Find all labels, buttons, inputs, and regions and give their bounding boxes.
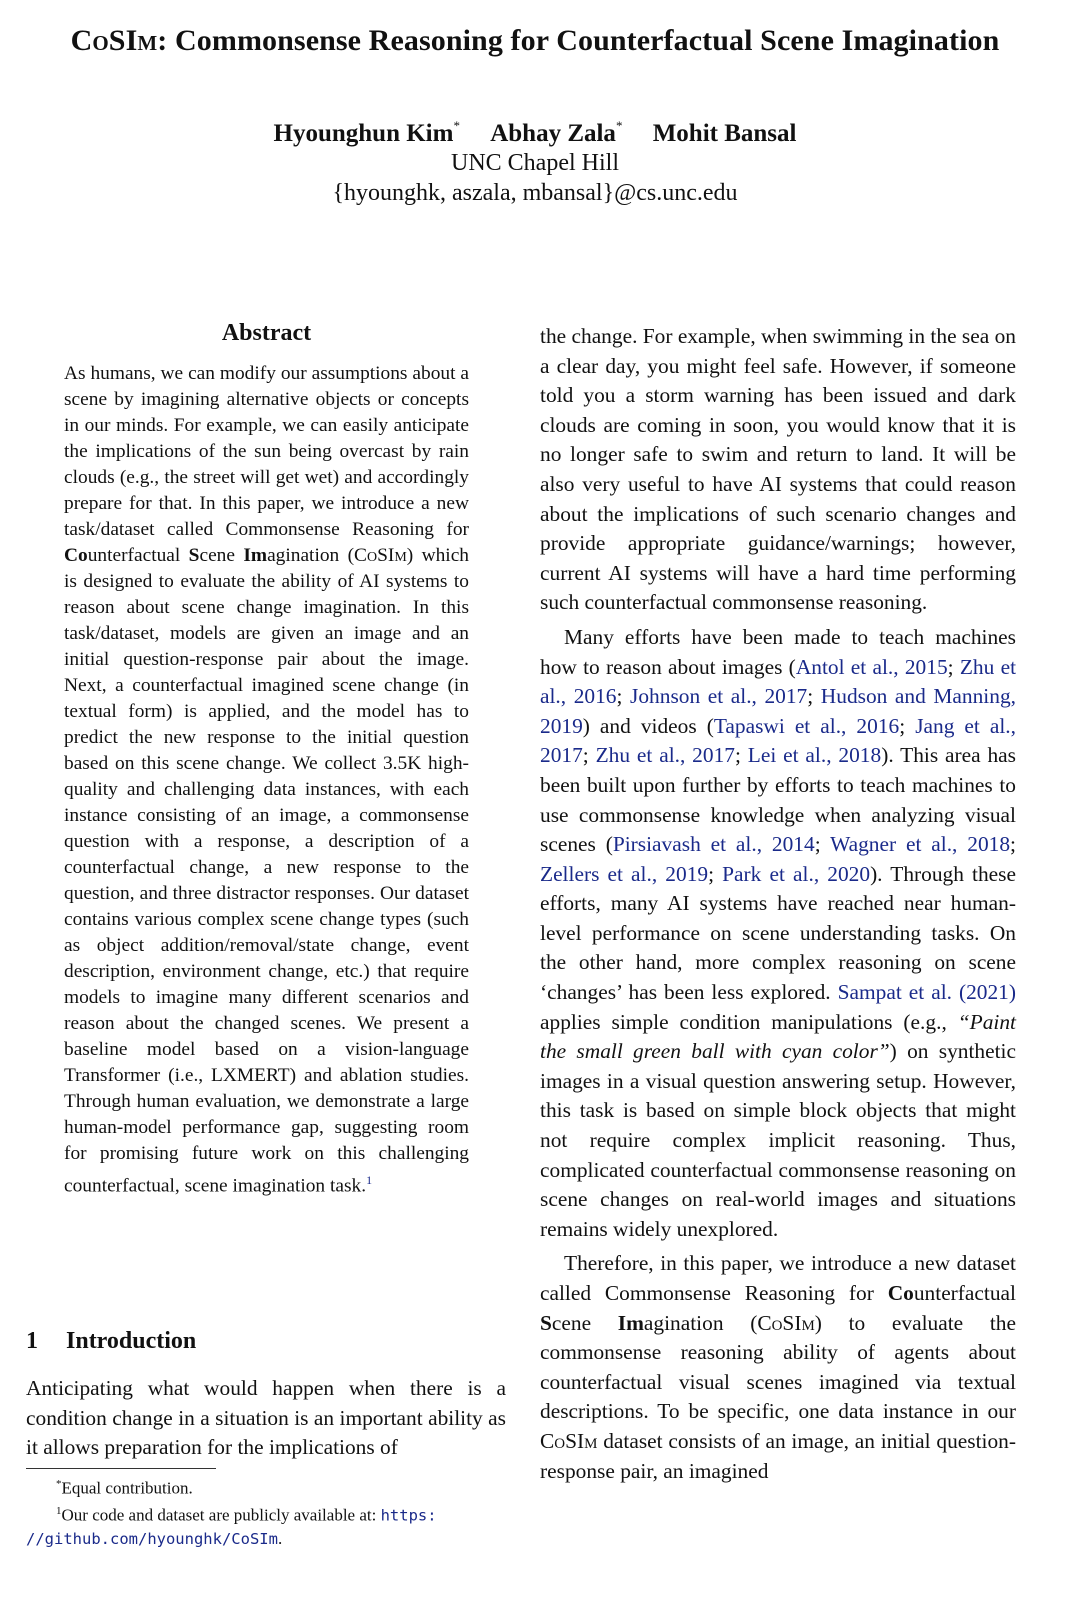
- text: Therefore, in this paper, we introduce a new dataset called Commonsense Reasoning for: [540, 1251, 1016, 1305]
- text: ;: [616, 684, 631, 709]
- text: ) to evaluate the commonsense reasoning ability of agents about counterfactual visual scenes imagined via textual descriptions. To be specific, one data instance in our: [540, 1310, 1016, 1424]
- citation-link[interactable]: Tapaswi et al., 2016: [713, 713, 900, 738]
- system-name: CoSIm: [540, 1428, 598, 1453]
- bold-co: Co: [887, 1281, 914, 1305]
- abstract-body: [64, 361, 469, 1199]
- abstract-text: cene: [199, 545, 244, 566]
- bold-im: Im: [617, 1310, 644, 1335]
- section-title: Introduction: [66, 1328, 197, 1354]
- text: ;: [1010, 832, 1016, 857]
- text: ). Through these efforts, many AI systems have reached near human-level performance on scene understanding tasks. On the other hand, more complex reasoning on scene ‘changes’ has been less explored.: [540, 861, 1016, 1005]
- author-name: Abhay Zala: [490, 120, 616, 148]
- citation-link[interactable]: Sampat et al. (2021): [837, 980, 1016, 1005]
- text: applies simple condition manipulations (e.g.,: [540, 1009, 958, 1034]
- footnote-divider: [26, 1468, 216, 1469]
- citation-link[interactable]: Hudson and Manning, 2019: [540, 684, 1016, 738]
- text: ;: [582, 743, 596, 768]
- text: ;: [814, 832, 831, 857]
- footnote-equal-contribution: [26, 1473, 516, 1500]
- abstract-system-name: CoSIm: [354, 545, 407, 566]
- citation-link[interactable]: Zhu et al., 2016: [540, 654, 1017, 709]
- footnote-text: Our code and dataset are publicly available at:: [61, 1505, 381, 1525]
- author-3: [653, 120, 797, 147]
- citation-link[interactable]: Park et al., 2020: [722, 861, 871, 886]
- abstract-bold-co: Co: [64, 545, 88, 566]
- footnote-mark: 1: [56, 1504, 62, 1517]
- system-name: CoSIm: [757, 1310, 815, 1335]
- abstract-text: agination (: [267, 545, 355, 566]
- paragraph-related-work: [540, 623, 1016, 1244]
- section-heading-introduction: [26, 1328, 506, 1355]
- intro-left-paragraph: Anticipating what would happen when there is a condition change in a situation is an important ability as it allows preparation for the implications of: [26, 1376, 506, 1460]
- text: ;: [899, 713, 916, 738]
- example-quote: “Paint the small green ball with cyan color”: [540, 1009, 1016, 1064]
- text: dataset consists of an image, an initial question-response pair, an imagined: [540, 1428, 1016, 1483]
- paragraph-contribution: [540, 1249, 1016, 1486]
- abstract-text: ) which is designed to evaluate the ability of AI systems to reason about scene change imagination. In this task/dataset, models are given an image and an initial question-response pair about the image. Next, a counterfactual imagined scene change (in textual form) is applied, and the model has to predict the new response to the initial question based on this scene change. We collect 3.5K high-quality and challenging data instances, with each instance consisting of an image, a commonsense question with a response, a description of a counterfactual change, a new response to the question, and three distractor responses. Our dataset contains various complex scene change types (such as object addition/removal/state change, event description, environment change, etc.) that require models to imagine many different scenarios and reason about the changed scenes. We present a baseline model based on a vision-language Transformer (i.e., LXMERT) and ablation studies. Through human evaluation, we demonstrate a large human-model performance gap, suggesting room for promising future work on this challenging counterfactual, scene imagination task.: [64, 545, 469, 1197]
- text: ;: [708, 861, 723, 886]
- author-mark: *: [453, 118, 460, 133]
- text: unterfactual: [913, 1281, 1016, 1305]
- citation-link[interactable]: Lei et al., 2018: [747, 743, 882, 768]
- footnote-mark: *: [56, 1478, 62, 1490]
- text: ;: [947, 654, 960, 679]
- right-column: [540, 322, 1016, 1491]
- author-name: Mohit Bansal: [652, 120, 797, 148]
- footnote-text: Equal contribution.: [61, 1478, 193, 1498]
- footnotes: [26, 1473, 516, 1551]
- paragraph-continued: the change. For example, when swimming in the sea on a clear day, you might feel safe. However, if someone told you a storm warning has been issued and dark clouds are coming in soon, you would know that it is no longer safe to swim and return to land. It will be also very useful to have AI systems that could reason about the implications of such scenario changes and provide appropriate guidance/warnings; however, current AI systems will have a hard time performing such counterfactual commonsense reasoning.: [540, 324, 1016, 615]
- abstract-text: unterfactual: [87, 545, 189, 566]
- citation-link[interactable]: Antol et al., 2015: [795, 654, 948, 679]
- footnote-ref-1[interactable]: 1: [366, 1173, 373, 1187]
- github-link-part-1[interactable]: https:: [380, 1506, 437, 1525]
- citation-link[interactable]: Zellers et al., 2019: [540, 861, 709, 886]
- text: ;: [734, 743, 748, 768]
- abstract-text: As humans, we can modify our assumptions about a scene by imagining alternative objects or concepts in our minds. For example, we can easily anticipate the implications of the sun being overcast by rain clouds (e.g., the street will get wet) and accordingly prepare for that. In this paper, we introduce a new task/dataset called Commonsense Reasoning for: [64, 363, 469, 540]
- citation-link[interactable]: Johnson et al., 2017: [630, 684, 808, 709]
- github-link-part-2[interactable]: //github.com/hyounghk/CoSIm: [26, 1530, 278, 1549]
- footnote-text: .: [277, 1529, 283, 1549]
- footnote-code-availability: [26, 1500, 516, 1552]
- author-list: [0, 120, 1070, 148]
- text: ). This area has been built upon further by efforts to teach machines to use commonsense knowledge when analyzing visual scenes (: [540, 743, 1017, 857]
- title-system-name: CoSIm: [70, 24, 158, 57]
- text: ;: [807, 684, 821, 709]
- author-1: [274, 120, 460, 147]
- abstract-bold-im: Im: [243, 545, 268, 566]
- abstract-bold-s: S: [188, 545, 200, 566]
- citation-link[interactable]: Wagner et al., 2018: [830, 832, 1011, 857]
- affiliation: UNC Chapel Hill: [451, 150, 619, 176]
- paper-title: [0, 24, 1070, 58]
- author-mark: *: [615, 118, 623, 133]
- section-number: 1: [26, 1328, 38, 1354]
- citation-link[interactable]: Jang et al., 2017: [540, 713, 1017, 768]
- text: ) and videos (: [582, 713, 714, 738]
- text: agination (: [643, 1310, 758, 1335]
- author-emails: {hyounghk, aszala, mbansal}@cs.unc.edu: [332, 180, 738, 206]
- abstract-heading: Abstract: [221, 320, 312, 346]
- author-name: Hyounghun Kim: [273, 120, 454, 148]
- citation-link[interactable]: Zhu et al., 2017: [595, 743, 735, 768]
- text: Many efforts have been made to teach machines how to reason about images (: [540, 624, 1016, 679]
- text: cene: [551, 1310, 618, 1335]
- title-text: : Commonsense Reasoning for Counterfactual Scene Imagination: [157, 24, 1000, 57]
- author-2: [490, 120, 622, 147]
- bold-s: S: [540, 1310, 552, 1335]
- text: ) on synthetic images in a visual question answering setup. However, this task is based on simple block objects that might not require complex implicit reasoning. Thus, complicated counterfactual commonsense reasoning on scene changes on real-world images and situations remains widely unexplored.: [540, 1039, 1016, 1241]
- citation-link[interactable]: Pirsiavash et al., 2014: [612, 832, 815, 857]
